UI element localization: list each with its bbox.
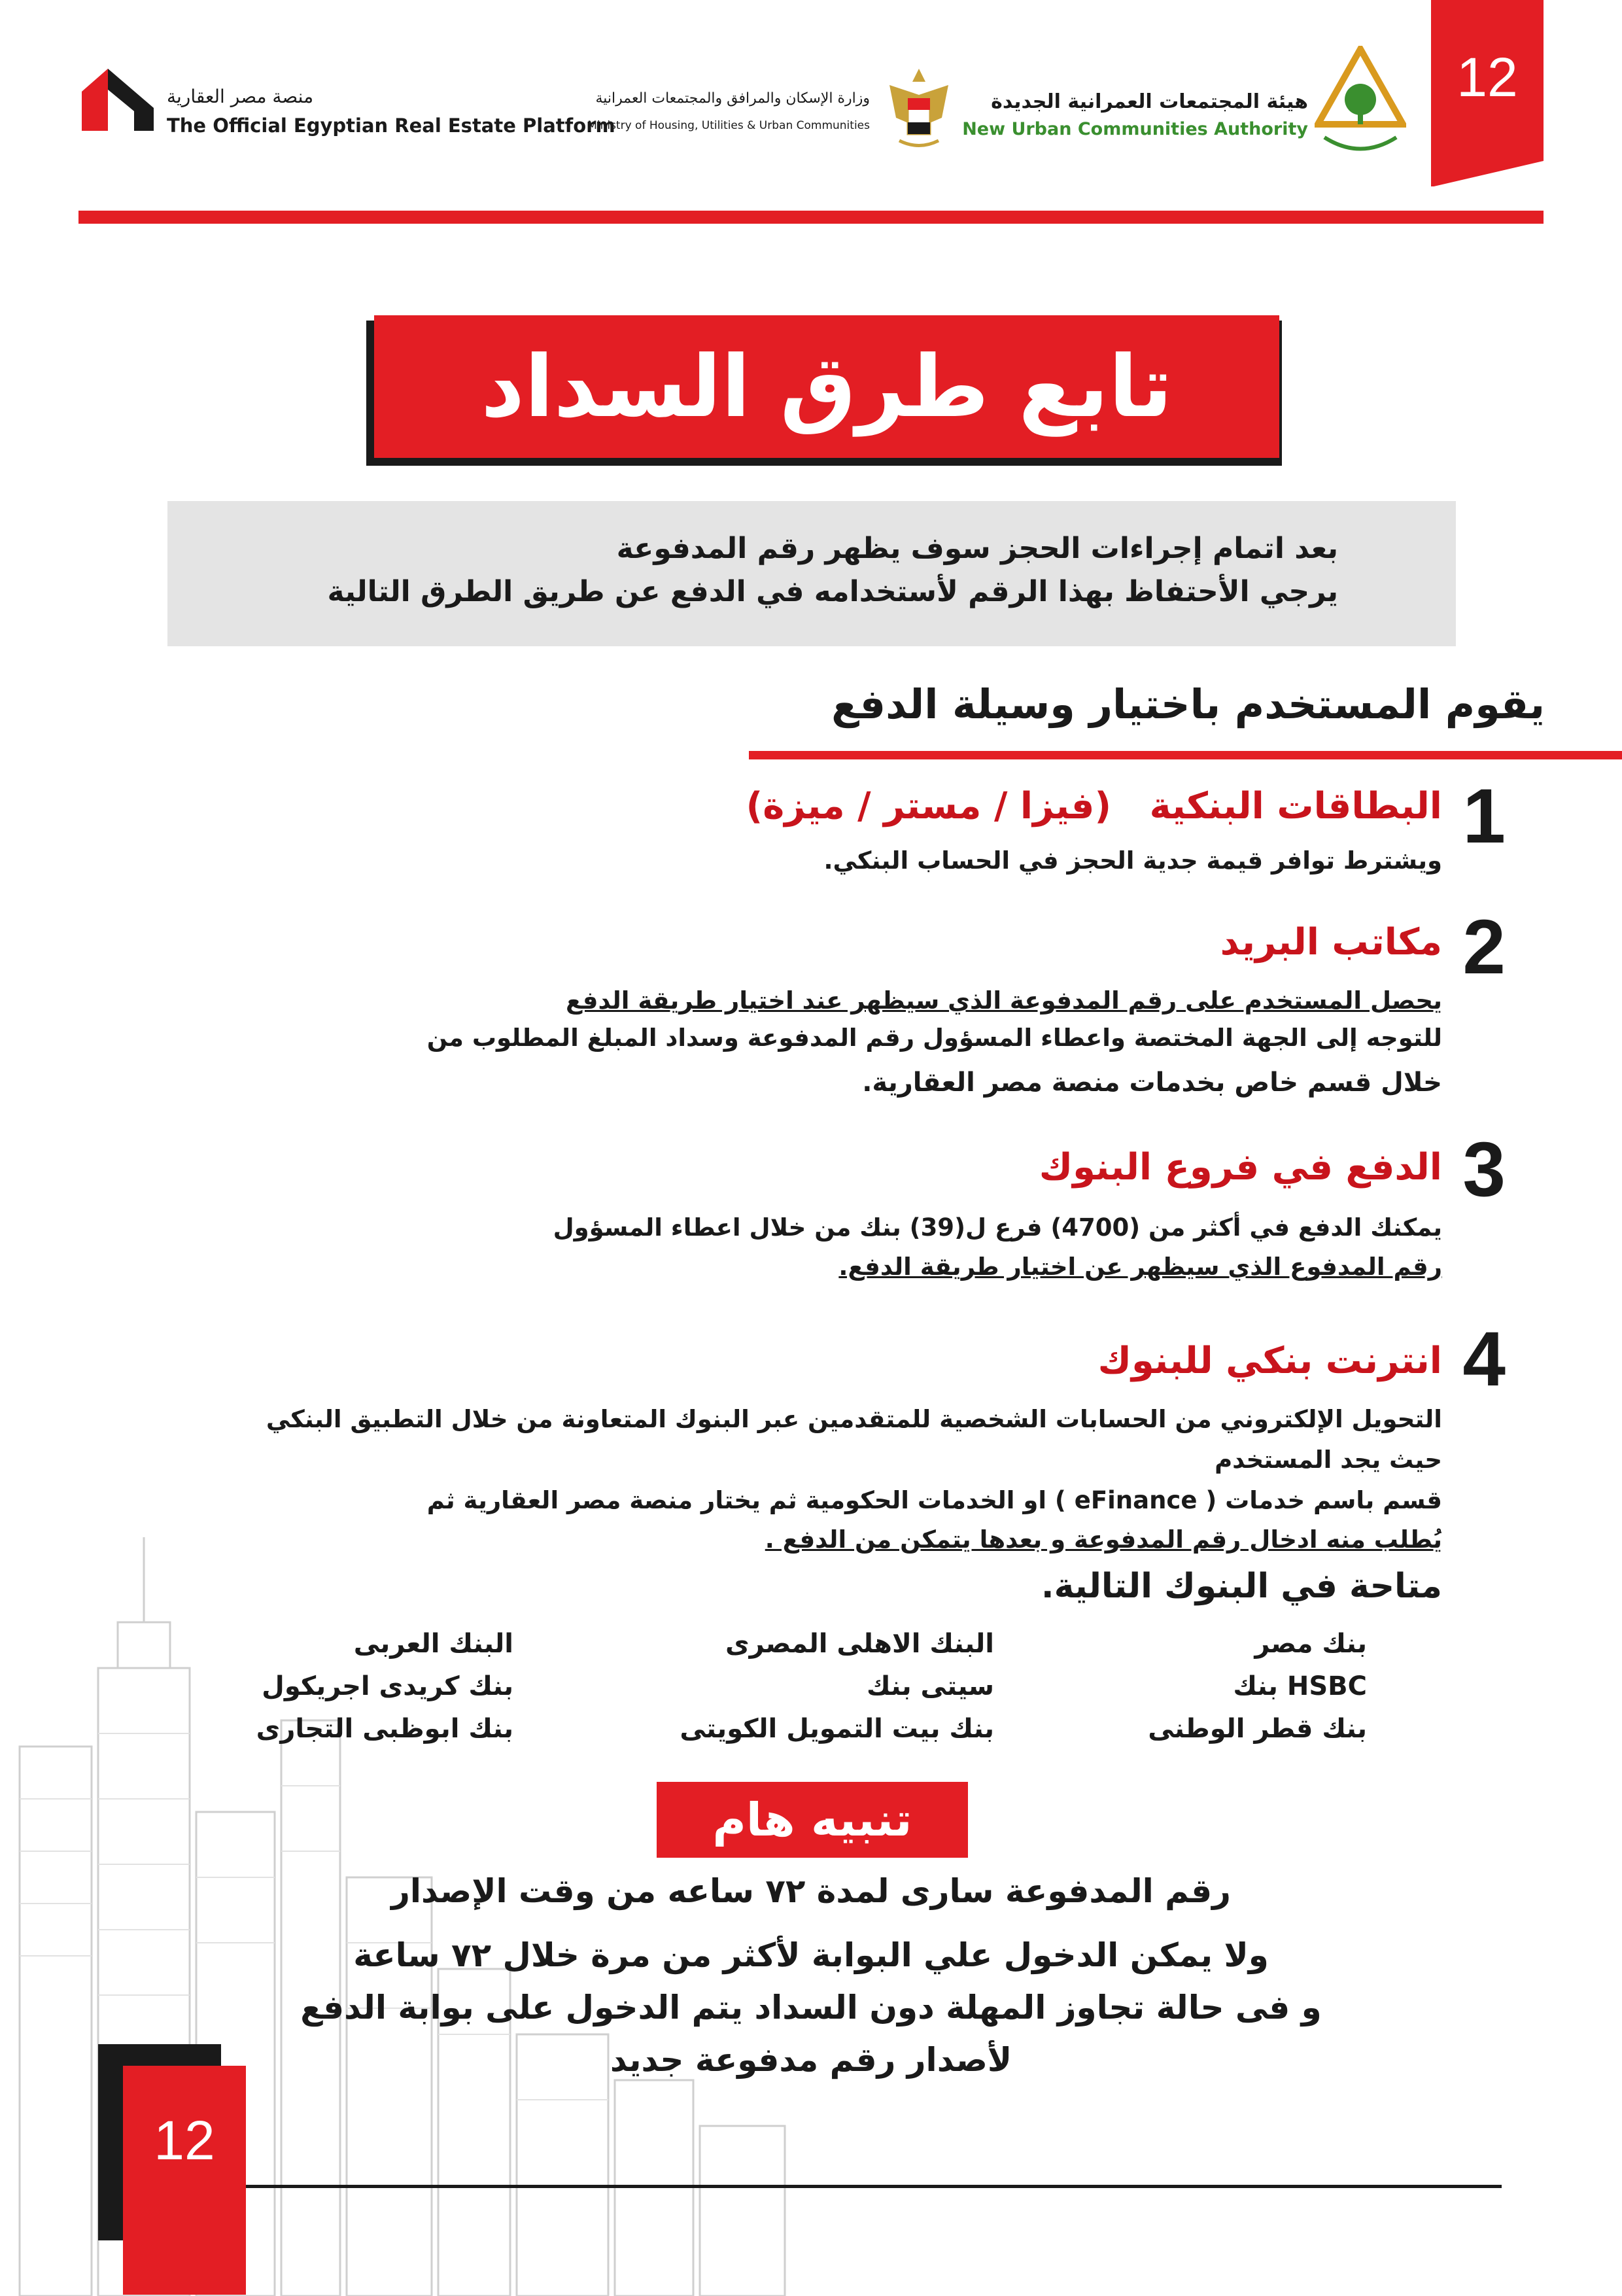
method-3-number: 3 (1462, 1126, 1506, 1213)
intro-line-2: يرجي الأحتفاظ بهذا الرقم لأستخدامه في الدفع عن طريق الطرق التالية (327, 575, 1338, 608)
notice-line-4: لأصدار رقم مدفوعة جديد (610, 2041, 1012, 2079)
footer-divider (246, 2185, 1502, 2188)
platform-house-icon (78, 62, 157, 134)
notice-badge (657, 1782, 968, 1858)
nuca-logo (962, 39, 1419, 164)
nuca-emblem-icon (1315, 46, 1406, 157)
method-3-line-1: يمكنك الدفع في أكثر من (4700) فرع ل(39) بنك من خلال اعطاء المسؤول (553, 1213, 1442, 1242)
bank-item: البنك العربى (353, 1629, 513, 1659)
method-3-title: الدفع في فروع البنوك (1039, 1146, 1442, 1189)
method-4-line-4: يُطلب منه ادخال رقم المدفوعة و بعدها يتمكن من الدفع . (765, 1525, 1442, 1554)
method-1-line-1: ويشترط توافر قيمة جدية الحجز في الحساب البنكي. (823, 846, 1442, 875)
notice-line-2: ولا يمكن الدخول علي البوابة لأكثر من مرة خلال ٧٢ ساعة (353, 1936, 1269, 1974)
intro-line-1: بعد اتمام إجراءات الحجز سوف يظهر رقم المدفوعة (616, 532, 1338, 565)
page-number-tab-bottom (123, 2066, 246, 2295)
page-title-box (374, 315, 1279, 458)
nuca-name-ar: هيئة المجتمعات العمرانية الجديدة (991, 90, 1308, 113)
method-4-line-2: حيث يجد المستخدم (1215, 1446, 1442, 1474)
notice-label: تنبيه هام (712, 1793, 912, 1847)
egypt-eagle-icon (883, 65, 955, 157)
platform-name-ar: منصة مصر العقارية (167, 86, 314, 107)
banks-heading: متاحة في البنوك التالية. (1041, 1567, 1442, 1606)
bank-item: بنك كريدى اجريكول (262, 1671, 513, 1701)
section-heading: يقوم المستخدم باختيار وسيلة الدفع (831, 680, 1545, 728)
footer-page-number: 12 (154, 2110, 215, 2171)
method-1-title (746, 785, 1442, 827)
method-1-title-text: البطاقات البنكية (1149, 785, 1442, 827)
bank-item: بنك مصر (1254, 1629, 1367, 1659)
method-1-title-extra: (فيزا / مستر / ميزة) (746, 785, 1112, 827)
method-1-number: 1 (1462, 773, 1506, 860)
platform-logo (78, 62, 615, 147)
tab-notch (1431, 161, 1544, 187)
ministry-name-en: Ministry of Housing, Utilities & Urban Communities (587, 119, 870, 132)
bank-item: HSBC بنك (1233, 1671, 1367, 1701)
method-3-line-2: رقم المدفوع الذي سيظهر عن اختيار طريقة الدفع. (838, 1253, 1442, 1281)
notice-line-3: و فى حالة تجاوز المهلة دون السداد يتم الدخول على بوابة الدفع (300, 1989, 1322, 2026)
section-divider (749, 751, 1622, 759)
nuca-name-en: New Urban Communities Authority (962, 119, 1308, 139)
method-2-line-3: خلال قسم خاص بخدمات منصة مصر العقارية. (862, 1068, 1442, 1098)
method-4-line-1: التحويل الإلكتروني من الحسابات الشخصية للمتقدمين عبر البنوك المتعاونة من خلال التطبيق البنكي (266, 1405, 1442, 1433)
bank-item: بنك بيت التمويل الكويتى (680, 1714, 994, 1744)
header-divider (78, 211, 1544, 224)
ministry-logo (587, 59, 968, 164)
notice-line-1: رقم المدفوعة سارى لمدة ٧٢ ساعه من وقت الإصدار (391, 1872, 1231, 1910)
method-2-number: 2 (1462, 904, 1506, 990)
method-4-title: انترنت بنكي للبنوك (1097, 1340, 1442, 1382)
method-2-line-1: يحصل المستخدم على رقم المدفوعة الذي سيظهر عند اختيار طريقة الدفع (565, 986, 1442, 1015)
bank-item: سيتى بنك (867, 1671, 994, 1701)
ministry-name-ar: وزارة الإسكان والمرافق والمجتمعات العمرانية (595, 90, 870, 107)
page-number: 12 (1457, 46, 1518, 108)
bank-item: البنك الاهلى المصرى (725, 1629, 994, 1659)
bank-item: بنك قطر الوطنى (1148, 1714, 1367, 1744)
intro-box (167, 501, 1456, 646)
method-4-line-3: قسم باسم خدمات ( eFinance ) او الخدمات الحكومية ثم يختار منصة مصر العقارية ثم (426, 1486, 1442, 1514)
method-2-title: مكاتب البريد (1220, 921, 1442, 964)
bank-item: بنك ابوظبى التجارى (256, 1714, 513, 1744)
method-4-number: 4 (1462, 1316, 1506, 1402)
platform-name-en: The Official Egyptian Real Estate Platform (167, 114, 615, 137)
page-title: تابع طرق السداد (481, 337, 1173, 436)
method-2-line-2: للتوجه إلى الجهة المختصة واعطاء المسؤول رقم المدفوعة وسداد المبلغ المطلوب من (426, 1024, 1442, 1052)
page-number-tab-top (1431, 0, 1544, 186)
